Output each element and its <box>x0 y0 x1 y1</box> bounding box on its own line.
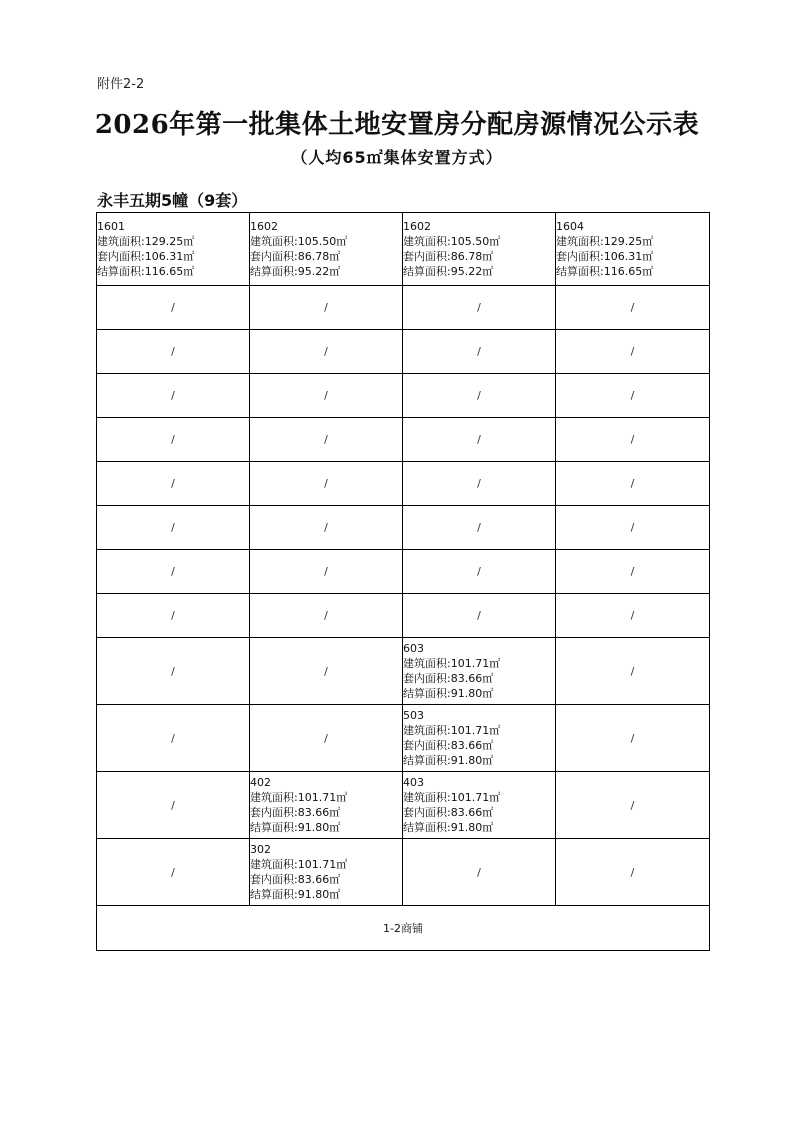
empty-cell: / <box>250 594 403 638</box>
empty-cell: / <box>556 594 710 638</box>
built-area: 建筑面积:101.71㎡ <box>250 858 348 871</box>
empty-cell: / <box>250 462 403 506</box>
unit-number: 1602 <box>403 220 431 233</box>
empty-cell: / <box>556 705 710 772</box>
unit-cell-1602a <box>250 213 403 286</box>
empty-cell: / <box>250 330 403 374</box>
empty-cell: / <box>403 330 556 374</box>
inner-area: 套内面积:83.66㎡ <box>250 873 341 886</box>
unit-cell-1601 <box>97 213 250 286</box>
settle-area: 结算面积:91.80㎡ <box>250 821 341 834</box>
empty-cell: / <box>403 462 556 506</box>
table-row <box>97 462 710 506</box>
empty-cell: / <box>556 506 710 550</box>
settle-area: 结算面积:116.65㎡ <box>556 265 654 278</box>
table-row <box>97 772 710 839</box>
inner-area: 套内面积:106.31㎡ <box>556 250 654 263</box>
unit-cell-403 <box>403 772 556 839</box>
unit-cell-1604 <box>556 213 710 286</box>
table-row <box>97 330 710 374</box>
table-row <box>97 506 710 550</box>
inner-area: 套内面积:86.78㎡ <box>250 250 341 263</box>
empty-cell: / <box>556 772 710 839</box>
inner-area: 套内面积:83.66㎡ <box>250 806 341 819</box>
settle-area: 结算面积:91.80㎡ <box>403 687 494 700</box>
empty-cell: / <box>403 286 556 330</box>
unit-number: 402 <box>250 776 271 789</box>
empty-cell: / <box>250 418 403 462</box>
empty-cell: / <box>97 374 250 418</box>
built-area: 建筑面积:105.50㎡ <box>403 235 501 248</box>
unit-cell-603 <box>403 638 556 705</box>
table-row <box>97 705 710 772</box>
empty-cell: / <box>403 594 556 638</box>
empty-cell: / <box>556 286 710 330</box>
empty-cell: / <box>97 772 250 839</box>
empty-cell: / <box>97 638 250 705</box>
empty-cell: / <box>403 839 556 906</box>
table-row <box>97 286 710 330</box>
table-row <box>97 213 710 286</box>
empty-cell: / <box>556 638 710 705</box>
unit-number: 603 <box>403 642 424 655</box>
table-row <box>97 594 710 638</box>
inner-area: 套内面积:83.66㎡ <box>403 739 494 752</box>
empty-cell: / <box>556 374 710 418</box>
table-row <box>97 418 710 462</box>
unit-cell-402 <box>250 772 403 839</box>
empty-cell: / <box>556 462 710 506</box>
settle-area: 结算面积:91.80㎡ <box>403 754 494 767</box>
building-heading: 永丰五期5幢（9套） <box>97 191 248 210</box>
unit-number: 302 <box>250 843 271 856</box>
page-title: 2026年第一批集体土地安置房分配房源情况公示表 <box>94 110 700 140</box>
empty-cell: / <box>250 705 403 772</box>
empty-cell: / <box>556 550 710 594</box>
settle-area: 结算面积:91.80㎡ <box>403 821 494 834</box>
table-row <box>97 638 710 705</box>
settle-area: 结算面积:95.22㎡ <box>250 265 341 278</box>
built-area: 建筑面积:101.71㎡ <box>403 724 501 737</box>
table-row <box>97 839 710 906</box>
unit-number: 403 <box>403 776 424 789</box>
unit-cell-302 <box>250 839 403 906</box>
empty-cell: / <box>556 839 710 906</box>
empty-cell: / <box>250 374 403 418</box>
empty-cell: / <box>250 550 403 594</box>
empty-cell: / <box>403 506 556 550</box>
inner-area: 套内面积:83.66㎡ <box>403 672 494 685</box>
empty-cell: / <box>97 506 250 550</box>
unit-number: 1604 <box>556 220 584 233</box>
table-row <box>97 550 710 594</box>
empty-cell: / <box>250 286 403 330</box>
unit-cell-1602b <box>403 213 556 286</box>
empty-cell: / <box>556 330 710 374</box>
unit-number: 1601 <box>97 220 125 233</box>
settle-area: 结算面积:95.22㎡ <box>403 265 494 278</box>
empty-cell: / <box>97 839 250 906</box>
empty-cell: / <box>250 506 403 550</box>
built-area: 建筑面积:101.71㎡ <box>403 657 501 670</box>
unit-number: 503 <box>403 709 424 722</box>
built-area: 建筑面积:129.25㎡ <box>556 235 654 248</box>
table-row <box>97 906 710 951</box>
empty-cell: / <box>97 330 250 374</box>
built-area: 建筑面积:101.71㎡ <box>250 791 348 804</box>
settle-area: 结算面积:91.80㎡ <box>250 888 341 901</box>
shop-row: 1-2商铺 <box>97 906 710 951</box>
built-area: 建筑面积:101.71㎡ <box>403 791 501 804</box>
inner-area: 套内面积:86.78㎡ <box>403 250 494 263</box>
empty-cell: / <box>97 286 250 330</box>
page-subtitle: （人均65㎡集体安置方式） <box>291 148 503 167</box>
inner-area: 套内面积:83.66㎡ <box>403 806 494 819</box>
empty-cell: / <box>403 418 556 462</box>
empty-cell: / <box>250 638 403 705</box>
attachment-label: 附件2-2 <box>97 77 145 92</box>
empty-cell: / <box>97 705 250 772</box>
unit-number: 1602 <box>250 220 278 233</box>
empty-cell: / <box>403 374 556 418</box>
built-area: 建筑面积:105.50㎡ <box>250 235 348 248</box>
empty-cell: / <box>403 550 556 594</box>
table-row <box>97 374 710 418</box>
empty-cell: / <box>97 418 250 462</box>
inner-area: 套内面积:106.31㎡ <box>97 250 195 263</box>
built-area: 建筑面积:129.25㎡ <box>97 235 195 248</box>
empty-cell: / <box>97 594 250 638</box>
empty-cell: / <box>97 550 250 594</box>
empty-cell: / <box>97 462 250 506</box>
housing-table <box>96 212 710 951</box>
empty-cell: / <box>556 418 710 462</box>
unit-cell-503 <box>403 705 556 772</box>
settle-area: 结算面积:116.65㎡ <box>97 265 195 278</box>
